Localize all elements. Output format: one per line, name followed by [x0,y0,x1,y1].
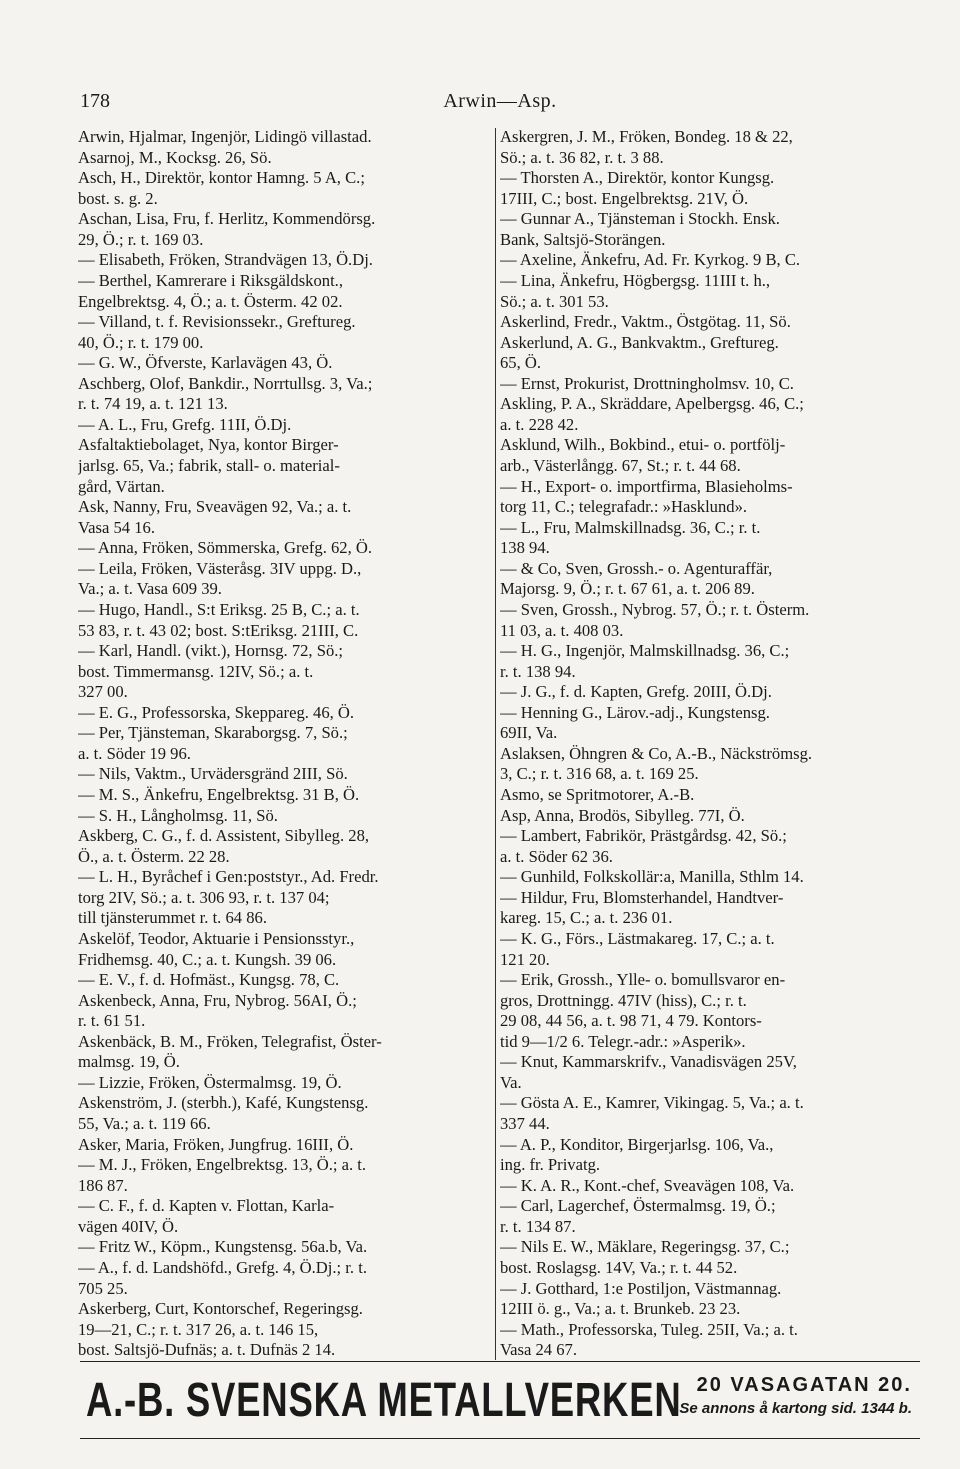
directory-entry-line: Va. [500,1072,522,1092]
directory-entry-line: Arwin, Hjalmar, Ingenjör, Lidingö villastad. [78,127,372,146]
page-number: 178 [80,90,110,112]
directory-entry-line: — Anna, Fröken, Sömmerska, Grefg. 62, Ö. [78,538,373,558]
directory-entry-line: Askenbeck, Anna, Fru, Nybrog. 56AI, Ö.; [78,990,357,1010]
directory-entry-line: — Knut, Kammarskrifv., Vanadisvägen 25V, [500,1052,797,1072]
directory-entry-line: — A. P., Konditor, Birgerjarlsg. 106, Va., [500,1134,774,1154]
running-head: Arwin—Asp. [443,90,557,112]
directory-entry-line: 19—21, C.; r. t. 317 26, a. t. 146 15, [78,1319,319,1339]
directory-entry-line: r. t. 134 87. [500,1216,576,1236]
directory-entry-line: r. t. 138 94. [500,661,576,681]
directory-entry-line: bost. s. g. 2. [78,188,158,208]
directory-entry-line: bost. Saltsjö-Dufnäs; a. t. Dufnäs 2 14. [78,1340,336,1360]
directory-entry-line: a. t. Söder 19 96. [78,743,191,763]
directory-entry-line: — L. H., Byråchef i Gen:poststyr., Ad. Fredr. [78,867,379,887]
directory-entry-line: Va.; a. t. Vasa 609 39. [78,579,222,599]
directory-entry-line: malmsg. 19, Ö. [78,1052,180,1072]
directory-entry-line: Asker, Maria, Fröken, Jungfrug. 16III, Ö. [78,1134,354,1154]
directory-entry-line: — & Co, Sven, Grossh.- o. Agenturaffär, [500,558,773,578]
directory-entry-line: Askberg, C. G., f. d. Assistent, Sibylleg. 28, [78,826,370,846]
directory-entry-line: Asch, H., Direktör, kontor Hamng. 5 A, C.; [78,168,365,188]
directory-entry-line: 121 20. [500,949,550,969]
directory-entry-line: Engelbrektsg. 4, Ö.; a. t. Österm. 42 02. [78,291,343,311]
directory-columns [78,126,928,1360]
directory-entry-line: — Per, Tjänsteman, Skaraborgsg. 7, Sö.; [78,723,348,743]
directory-entry-line: — Hildur, Fru, Blomsterhandel, Handtver- [500,887,784,907]
right-column [500,126,928,1360]
directory-entry-line: — L., Fru, Malmskillnadsg. 36, C.; r. t. [500,517,761,537]
directory-entry-line: 11 03, a. t. 408 03. [500,620,624,640]
directory-entry-line: 186 87. [78,1175,128,1195]
top-rule [80,1361,920,1362]
directory-entry-line: torg 11, C.; telegrafadr.: »Hasklund». [500,497,748,517]
directory-entry-line: — Nils E. W., Mäklare, Regeringsg. 37, C.; [500,1237,790,1257]
directory-entry-line: 17III, C.; bost. Engelbrektsg. 21V, Ö. [500,188,749,208]
directory-entry-line: Askerberg, Curt, Kontorschef, Regeringsg. [78,1299,363,1319]
directory-entry-line: — Gösta A. E., Kamrer, Vikingag. 5, Va.; a. t. [500,1093,804,1113]
directory-entry-line: bost. Roslagsg. 14V, Va.; r. t. 44 52. [500,1257,738,1277]
directory-entry-line: — Berthel, Kamrerare i Riksgäldskont., [78,270,343,290]
directory-entry-line: a. t. Söder 62 36. [500,846,613,866]
directory-entry-line: — S. H., Långholmsg. 11, Sö. [78,805,278,825]
directory-entry-line: Aschan, Lisa, Fru, f. Herlitz, Kommendörsg. [78,209,376,229]
directory-entry-line: — C. F., f. d. Kapten v. Flottan, Karla- [78,1196,335,1216]
directory-entry-line: 29, Ö.; r. t. 169 03. [78,229,204,249]
directory-entry-line: Askling, P. A., Skräddare, Apelbergsg. 46, C.; [500,394,804,414]
directory-entry-line: — Thorsten A., Direktör, kontor Kungsg. [500,168,775,188]
directory-entry-line: Asarnoj, M., Kocksg. 26, Sö. [78,147,272,167]
directory-entry-line: Aschberg, Olof, Bankdir., Norrtullsg. 3, Va.; [78,373,373,393]
directory-entry-line: — M. S., Änkefru, Engelbrektsg. 31 B, Ö. [78,785,360,804]
directory-entry-line: Fridhemsg. 40, C.; a. t. Kungsh. 39 06. [78,949,337,969]
directory-entry-line: — H. G., Ingenjör, Malmskillnadsg. 36, C.; [500,641,790,661]
directory-entry-line: kareg. 15, C.; a. t. 236 01. [500,908,673,928]
directory-entry-line: — E. V., f. d. Hofmäst., Kungsg. 78, C. [78,970,340,990]
directory-entry-line: Ask, Nanny, Fru, Sveavägen 92, Va.; a. t. [78,497,352,517]
directory-entry-line: 3, C.; r. t. 316 68, a. t. 169 25. [500,764,699,784]
directory-entry-line: — J. Gotthard, 1:e Postiljon, Västmannag. [500,1278,782,1298]
directory-entry-line: — G. W., Öfverste, Karlavägen 43, Ö. [78,353,333,373]
directory-entry-line: — K. G., Förs., Lästmakareg. 17, C.; a. t. [500,928,775,948]
directory-entry-line: Asp, Anna, Brodös, Sibylleg. 77I, Ö. [500,805,745,825]
directory-entry-line: 53 83, r. t. 43 02; bost. S:tEriksg. 21III, C. [78,620,359,640]
directory-entry-line: 29 08, 44 56, a. t. 98 71, 4 79. Kontors- [500,1011,762,1031]
ad-company-name: A.-B. SVENSKA METALLVERKEN [86,1374,682,1427]
directory-entry-line: Asmo, se Spritmotorer, A.-B. [500,785,695,804]
directory-entry-line: — Gunhild, Folkskollär:a, Manilla, Sthlm 14. [500,867,804,887]
advertisement [80,1367,920,1433]
left-column [78,126,496,1360]
directory-entry-line: Askerlind, Fredr., Vaktm., Östgötag. 11, Sö. [500,312,791,332]
directory-entry-line: Askenström, J. (sterbh.), Kafé, Kungstensg. [78,1093,369,1113]
ad-note: Se annons å kartong sid. 1344 b. [679,1400,912,1417]
directory-entry-line: — A., f. d. Landshöfd., Grefg. 4, Ö.Dj.; r. t. [78,1257,367,1277]
directory-entry-line: tid 9—1/2 6. Telegr.-adr.: »Asperik». [500,1031,746,1051]
directory-entry-line: 12III ö. g., Va.; a. t. Brunkeb. 23 23. [500,1299,741,1319]
directory-entry-line: — M. J., Fröken, Engelbrektsg. 13, Ö.; a. t. [78,1155,367,1175]
directory-entry-line: vägen 40IV, Ö. [78,1216,179,1236]
directory-entry-line: — Sven, Grossh., Nybrog. 57, Ö.; r. t. Österm. [500,599,810,619]
bottom-rule [80,1438,920,1439]
directory-entry-line: a. t. 228 42. [500,414,579,434]
directory-entry-line: 40, Ö.; r. t. 179 00. [78,332,204,352]
directory-entry-line: bost. Timmermansg. 12IV, Sö.; a. t. [78,661,314,681]
directory-entry-line: Askelöf, Teodor, Aktuarie i Pensionsstyr., [78,928,355,948]
directory-entry-line: — H., Export- o. importfirma, Blasieholms- [500,476,793,496]
directory-entry-line: Askenbäck, B. M., Fröken, Telegrafist, Öster- [78,1031,382,1051]
directory-entry-line: 138 94. [500,538,550,558]
directory-entry-line: Vasa 24 67. [500,1340,577,1360]
directory-entry-line: r. t. 74 19, a. t. 121 13. [78,394,228,414]
directory-entry-line: — Math., Professorska, Tuleg. 25II, Va.; a. t. [500,1319,798,1339]
directory-entry-line: — K. A. R., Kont.-chef, Sveavägen 108, Va. [500,1175,795,1195]
directory-entry-line: gros, Drottningg. 47IV (hiss), C.; r. t. [500,990,747,1010]
directory-entry-line: Asklund, Wilh., Bokbind., etui- o. portfölj- [500,435,786,455]
directory-entry-line: Askerlund, A. G., Bankvaktm., Greftureg. [500,332,779,352]
directory-entry-line: 69II, Va. [500,723,558,743]
directory-entry-line: — Nils, Vaktm., Urvädersgränd 2III, Sö. [78,764,348,784]
directory-entry-line: — Karl, Handl. (vikt.), Hornsg. 72, Sö.; [78,641,344,661]
directory-entry-line: 705 25. [78,1278,128,1298]
directory-entry-line: — Henning G., Lärov.-adj., Kungstensg. [500,702,770,722]
directory-entry-line: Bank, Saltsjö-Storängen. [500,229,666,249]
directory-entry-line: — Ernst, Prokurist, Drottningholmsv. 10, C. [500,373,794,393]
directory-entry-line: Vasa 54 16. [78,517,155,537]
directory-entry-line: — Lina, Änkefru, Högbergsg. 11III t. h., [500,270,771,290]
column-divider [495,128,496,1360]
directory-entry-line: — Gunnar A., Tjänsteman i Stockh. Ensk. [500,209,780,229]
directory-entry-line: 65, Ö. [500,353,542,373]
directory-entry-line: Askergren, J. M., Fröken, Bondeg. 18 & 22, [500,127,793,146]
directory-entry-line: — Elisabeth, Fröken, Strandvägen 13, Ö.Dj. [78,250,373,270]
directory-entry-line: 55, Va.; a. t. 119 66. [78,1114,211,1133]
directory-entry-line: 327 00. [78,682,128,702]
directory-entry-line: r. t. 61 51. [78,1011,146,1031]
directory-entry-line: gård, Värtan. [78,476,165,496]
directory-entry-line: — Leila, Fröken, Västeråsg. 3IV uppg. D., [78,558,362,578]
directory-entry-line: ing. fr. Privatg. [500,1155,601,1175]
directory-entry-line: — Lizzie, Fröken, Östermalmsg. 19, Ö. [78,1072,342,1092]
directory-entry-line: till tjänsterummet r. t. 64 86. [78,908,267,928]
directory-entry-line: — Carl, Lagerchef, Östermalmsg. 19, Ö.; [500,1196,776,1216]
directory-entry-line: — A. L., Fru, Grefg. 11II, Ö.Dj. [78,414,292,434]
directory-entry-line: — Lambert, Fabrikör, Prästgårdsg. 42, Sö.; [500,826,787,846]
directory-entry-line: arb., Västerlångg. 67, St.; r. t. 44 68. [500,456,741,475]
directory-entry-line: Asfaltaktiebolaget, Nya, kontor Birger- [78,435,339,455]
directory-entry-line: — J. G., f. d. Kapten, Grefg. 20III, Ö.Dj. [500,682,772,702]
directory-entry-line: jarlsg. 65, Va.; fabrik, stall- o. material- [78,456,340,475]
directory-entry-line: 337 44. [500,1114,550,1133]
directory-entry-line: Aslaksen, Öhngren & Co, A.-B., Näckströmsg. [500,743,813,763]
directory-entry-line: Sö.; a. t. 301 53. [500,291,609,311]
directory-entry-line: — E. G., Professorska, Skeppareg. 46, Ö. [78,702,355,722]
directory-entry-line: Majorsg. 9, Ö.; r. t. 67 61, a. t. 206 89. [500,579,755,599]
directory-entry-line: Ö., a. t. Österm. 22 28. [78,846,230,866]
directory-entry-line: torg 2IV, Sö.; a. t. 306 93, r. t. 137 04; [78,887,330,907]
directory-entry-line: Sö.; a. t. 36 82, r. t. 3 88. [500,147,664,167]
directory-entry-line: — Villand, t. f. Revisionssekr., Greftureg. [78,312,356,332]
ad-address: 20 VASAGATAN 20. [696,1374,912,1396]
directory-entry-line: — Hugo, Handl., S:t Eriksg. 25 B, C.; a. t. [78,599,360,619]
directory-entry-line: — Fritz W., Köpm., Kungstensg. 56a.b, Va. [78,1237,368,1257]
page-header [80,90,920,118]
directory-entry-line: — Erik, Grossh., Ylle- o. bomullsvaror en- [500,970,786,990]
directory-entry-line: — Axeline, Änkefru, Ad. Fr. Kyrkog. 9 B, C. [500,250,801,270]
